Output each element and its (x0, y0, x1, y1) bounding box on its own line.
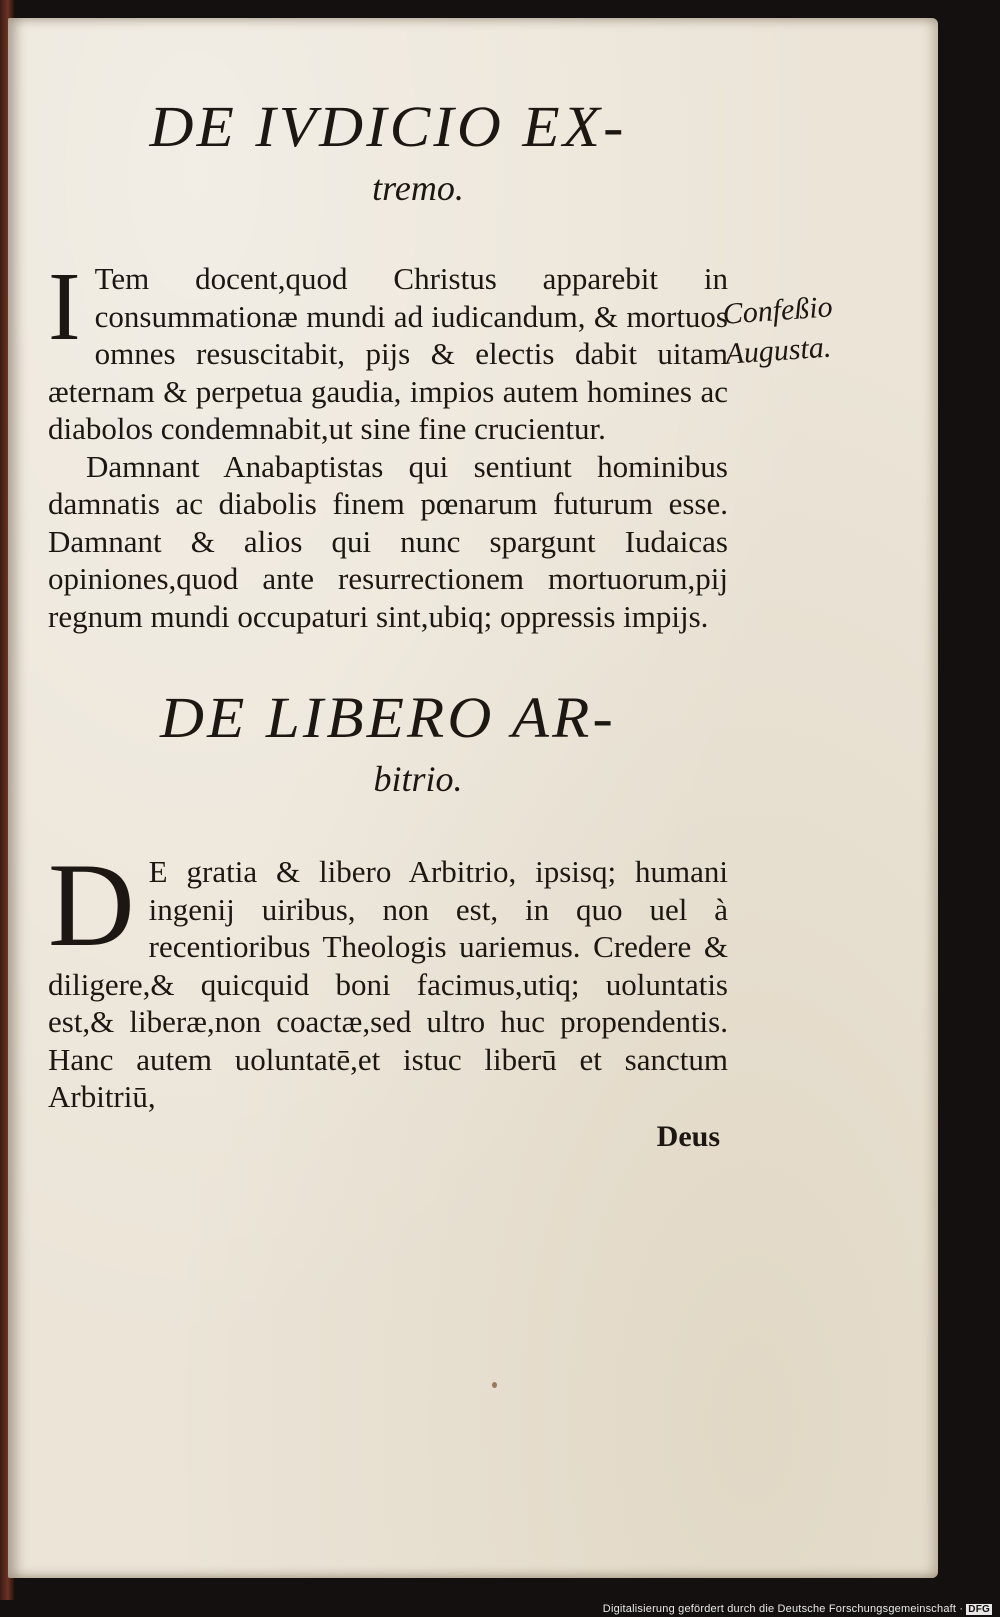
section-free-will-body (48, 838, 728, 1154)
paragraph-judgment-1 (48, 253, 728, 448)
margin-note (721, 285, 866, 375)
catchword: Deus (656, 1119, 720, 1153)
section-subheading-free-will: bitrio. (373, 759, 463, 799)
ink-stain (492, 1382, 497, 1388)
section-heading-free-will: DE LIBERO AR- (160, 685, 616, 750)
digitization-credit (603, 1603, 992, 1615)
footer-text: Digitalisierung gefördert durch die Deutsche Forschungsgemeinschaft · (602, 1603, 964, 1615)
drop-cap-i: I (48, 253, 81, 361)
paragraph-judgment-1-text: Tem docent,quod Christus apparebit in consummationæ mundi ad iudicandum, & mortuos omnes resuscitabit, pijs & electis dabit uitam æternam & perpetua gaudia, impios autem homines ac diabolos condemnabit,ut sine fine crucientur. (48, 261, 728, 446)
margin-note-line-1: Confeßio (721, 290, 834, 331)
section-subheading-judgment: tremo. (372, 168, 464, 208)
section-heading-judgment: DE IVDICIO EX- (149, 94, 627, 159)
paragraph-free-will-1-text: E gratia & libero Arbitrio, ipsisq; humani ingenij uiribus, non est, in quo uel à recentioribus Theologis uariemus. Credere & diligere,& quicquid boni facimus,utiq; uoluntatis est,& liberæ,non coactæ,sed ultro huc propendentis. Hanc autem uoluntatē,et istuc liberū et sanctum Arbitriū, (48, 854, 728, 1114)
paragraph-free-will-1 (48, 838, 728, 1116)
page-text (48, 94, 728, 1154)
drop-cap-d: D (48, 838, 135, 971)
paragraph-judgment-2: Damnant Anabaptistas qui sentiunt hominibus damnatis ac diabolis finem pœnarum futurum esse. Damnant & alios qui nunc spargunt Iudaicas opiniones,quod ante resurrectionem mortuorum,pij regnum mundi occupaturi sint,ubiq; oppressis impijs. (48, 448, 728, 634)
book-page (8, 18, 938, 1578)
dfg-logo: DFG (968, 1604, 990, 1615)
section-judgment-body (48, 253, 728, 635)
margin-note-line-2: Augusta. (724, 330, 833, 371)
